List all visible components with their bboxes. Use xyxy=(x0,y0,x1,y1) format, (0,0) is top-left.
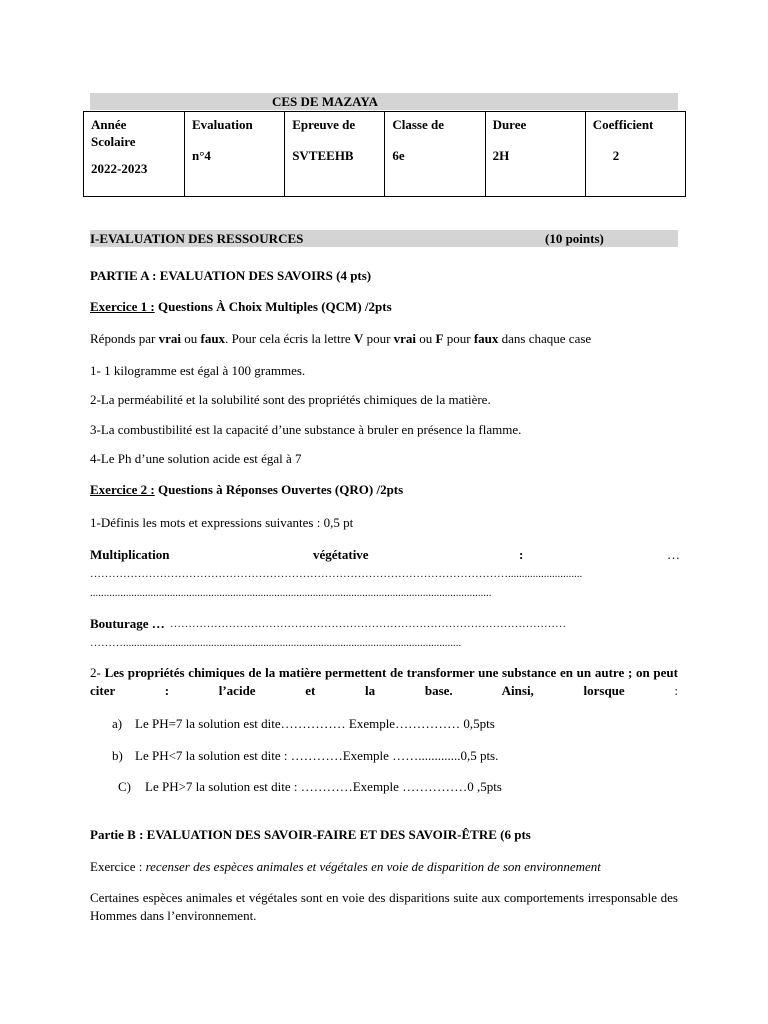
answer-dots-line-2: .................................................................................................................................................. xyxy=(90,587,492,599)
term-colon: : xyxy=(519,547,524,562)
cell-value: 2 xyxy=(612,148,620,163)
question-text: Les propriétés chimiques de la matière permettent de transformer une substance en un autre ; on peut citer : l’acide et la base. Ainsi, lorsque xyxy=(90,665,678,698)
instruction-keyword: faux xyxy=(473,331,499,346)
section-points: (10 points) xyxy=(545,231,604,246)
qcm-item-3: 3-La combustibilité est la capacité d’une substance à bruler en présence la flamme. xyxy=(90,422,522,437)
exercice-2-label: Exercice 2 : xyxy=(90,482,155,497)
cell-evaluation xyxy=(185,112,285,197)
section-title: I-EVALUATION DES RESSOURCES xyxy=(90,231,304,246)
answer-dots-bouturage: ……………………………………………………………………………………………… xyxy=(170,618,566,630)
cell-value: 2H xyxy=(492,148,510,163)
sub-question-a-text: Le PH=7 la solution est dite…………… Exemple…………… 0,5pts xyxy=(135,716,495,731)
exercice-1-heading xyxy=(90,298,392,315)
exercice-1-label: Exercice 1 : xyxy=(90,299,155,314)
instruction-text: pour xyxy=(363,331,394,346)
instruction-keyword: vrai xyxy=(158,331,181,346)
cell-value: 2022-2023 xyxy=(91,161,148,176)
instruction-keyword: F xyxy=(435,331,444,346)
cell-classe xyxy=(385,112,485,197)
cell-label: Duree xyxy=(492,117,527,132)
term-bouturage: Bouturage … xyxy=(90,616,165,631)
exercice-label: Exercice : xyxy=(90,859,146,874)
sub-question-c-text: Le PH>7 la solution est dite : …………Exemple ……………0 ,5pts xyxy=(145,779,502,794)
cell-duree xyxy=(485,112,585,197)
school-header-bar xyxy=(90,93,678,110)
instruction-text: ou xyxy=(416,331,436,346)
term-vegetative: végétative xyxy=(313,547,369,562)
exercice-2-heading xyxy=(90,481,403,498)
cell-coefficient xyxy=(585,112,685,197)
instruction-keyword: vrai xyxy=(393,331,417,346)
instruction-keyword: V xyxy=(353,331,364,346)
sub-question-b-text: Le PH<7 la solution est dite : …………Exemple …….............0,5 pts. xyxy=(135,748,499,763)
question-suffix: : xyxy=(624,683,678,698)
qro-question-1: 1-Définis les mots et expressions suivantes : 0,5 pt xyxy=(90,515,354,530)
answer-dots-line-1: ……………………………………………………………………………………………………........................... xyxy=(90,568,583,580)
cell-label: Classe de xyxy=(392,117,445,132)
question-number: 2- xyxy=(90,665,105,680)
qro-question-2 xyxy=(90,664,678,700)
school-name: CES DE MAZAYA xyxy=(272,94,378,109)
sub-question-b-letter: b) xyxy=(112,748,123,763)
instruction-keyword: faux xyxy=(200,331,226,346)
cell-label: Evaluation xyxy=(192,117,253,132)
partie-a-title: PARTIE A : EVALUATION DES SAVOIRS (4 pts) xyxy=(90,268,372,283)
qcm-item-4: 4-Le Ph d’une solution acide est égal à 7 xyxy=(90,451,302,466)
cell-epreuve xyxy=(285,112,385,197)
cell-value: n°4 xyxy=(192,148,211,163)
exam-info-table xyxy=(83,111,686,197)
partie-b-paragraph: Certaines espèces animales et végétales sont en voie des disparitions suite aux comportements irresponsable des Hommes dans l’environnement. xyxy=(90,890,678,923)
partie-b-title: Partie B : EVALUATION DES SAVOIR-FAIRE ET DES SAVOIR-ÊTRE (6 pts xyxy=(90,827,531,842)
qcm-item-2: 2-La perméabilité et la solubilité sont des propriétés chimiques de la matière. xyxy=(90,392,491,407)
cell-label: Année xyxy=(91,117,127,132)
exercice-text: recenser des espèces animales et végétales en voie de disparition de son environnement xyxy=(145,859,601,874)
cell-value: SVTEEHB xyxy=(292,148,354,163)
instruction-text: ou xyxy=(181,331,201,346)
qcm-item-1: 1- 1 kilogramme est égal à 100 grammes. xyxy=(90,363,306,378)
sub-question-a-letter: a) xyxy=(112,716,123,731)
exercice-1-instruction xyxy=(90,330,591,347)
cell-annee-scolaire xyxy=(84,112,185,197)
exercice-2-title: Questions à Réponses Ouvertes (QRO) /2pts xyxy=(154,482,404,497)
instruction-text: Réponds par xyxy=(90,331,159,346)
cell-label: Epreuve de xyxy=(292,117,356,132)
cell-label: Scolaire xyxy=(91,134,136,149)
exercice-1-title: Questions À Choix Multiples (QCM) /2pts xyxy=(154,299,392,314)
term-multiplication: Multiplication xyxy=(90,547,170,562)
cell-value: 6e xyxy=(392,148,405,163)
instruction-text: dans chaque case xyxy=(498,331,592,346)
sub-question-c-letter: C) xyxy=(118,779,131,794)
answer-dots-line-3: ………........................................................................................................................... xyxy=(90,637,462,649)
section-title-bar xyxy=(90,230,678,247)
partie-b-exercice xyxy=(90,858,601,875)
term-dots-end: … xyxy=(667,547,680,562)
instruction-text: . Pour cela écris la lettre xyxy=(225,331,354,346)
cell-label: Coefficient xyxy=(592,117,654,132)
instruction-text: pour xyxy=(443,331,474,346)
